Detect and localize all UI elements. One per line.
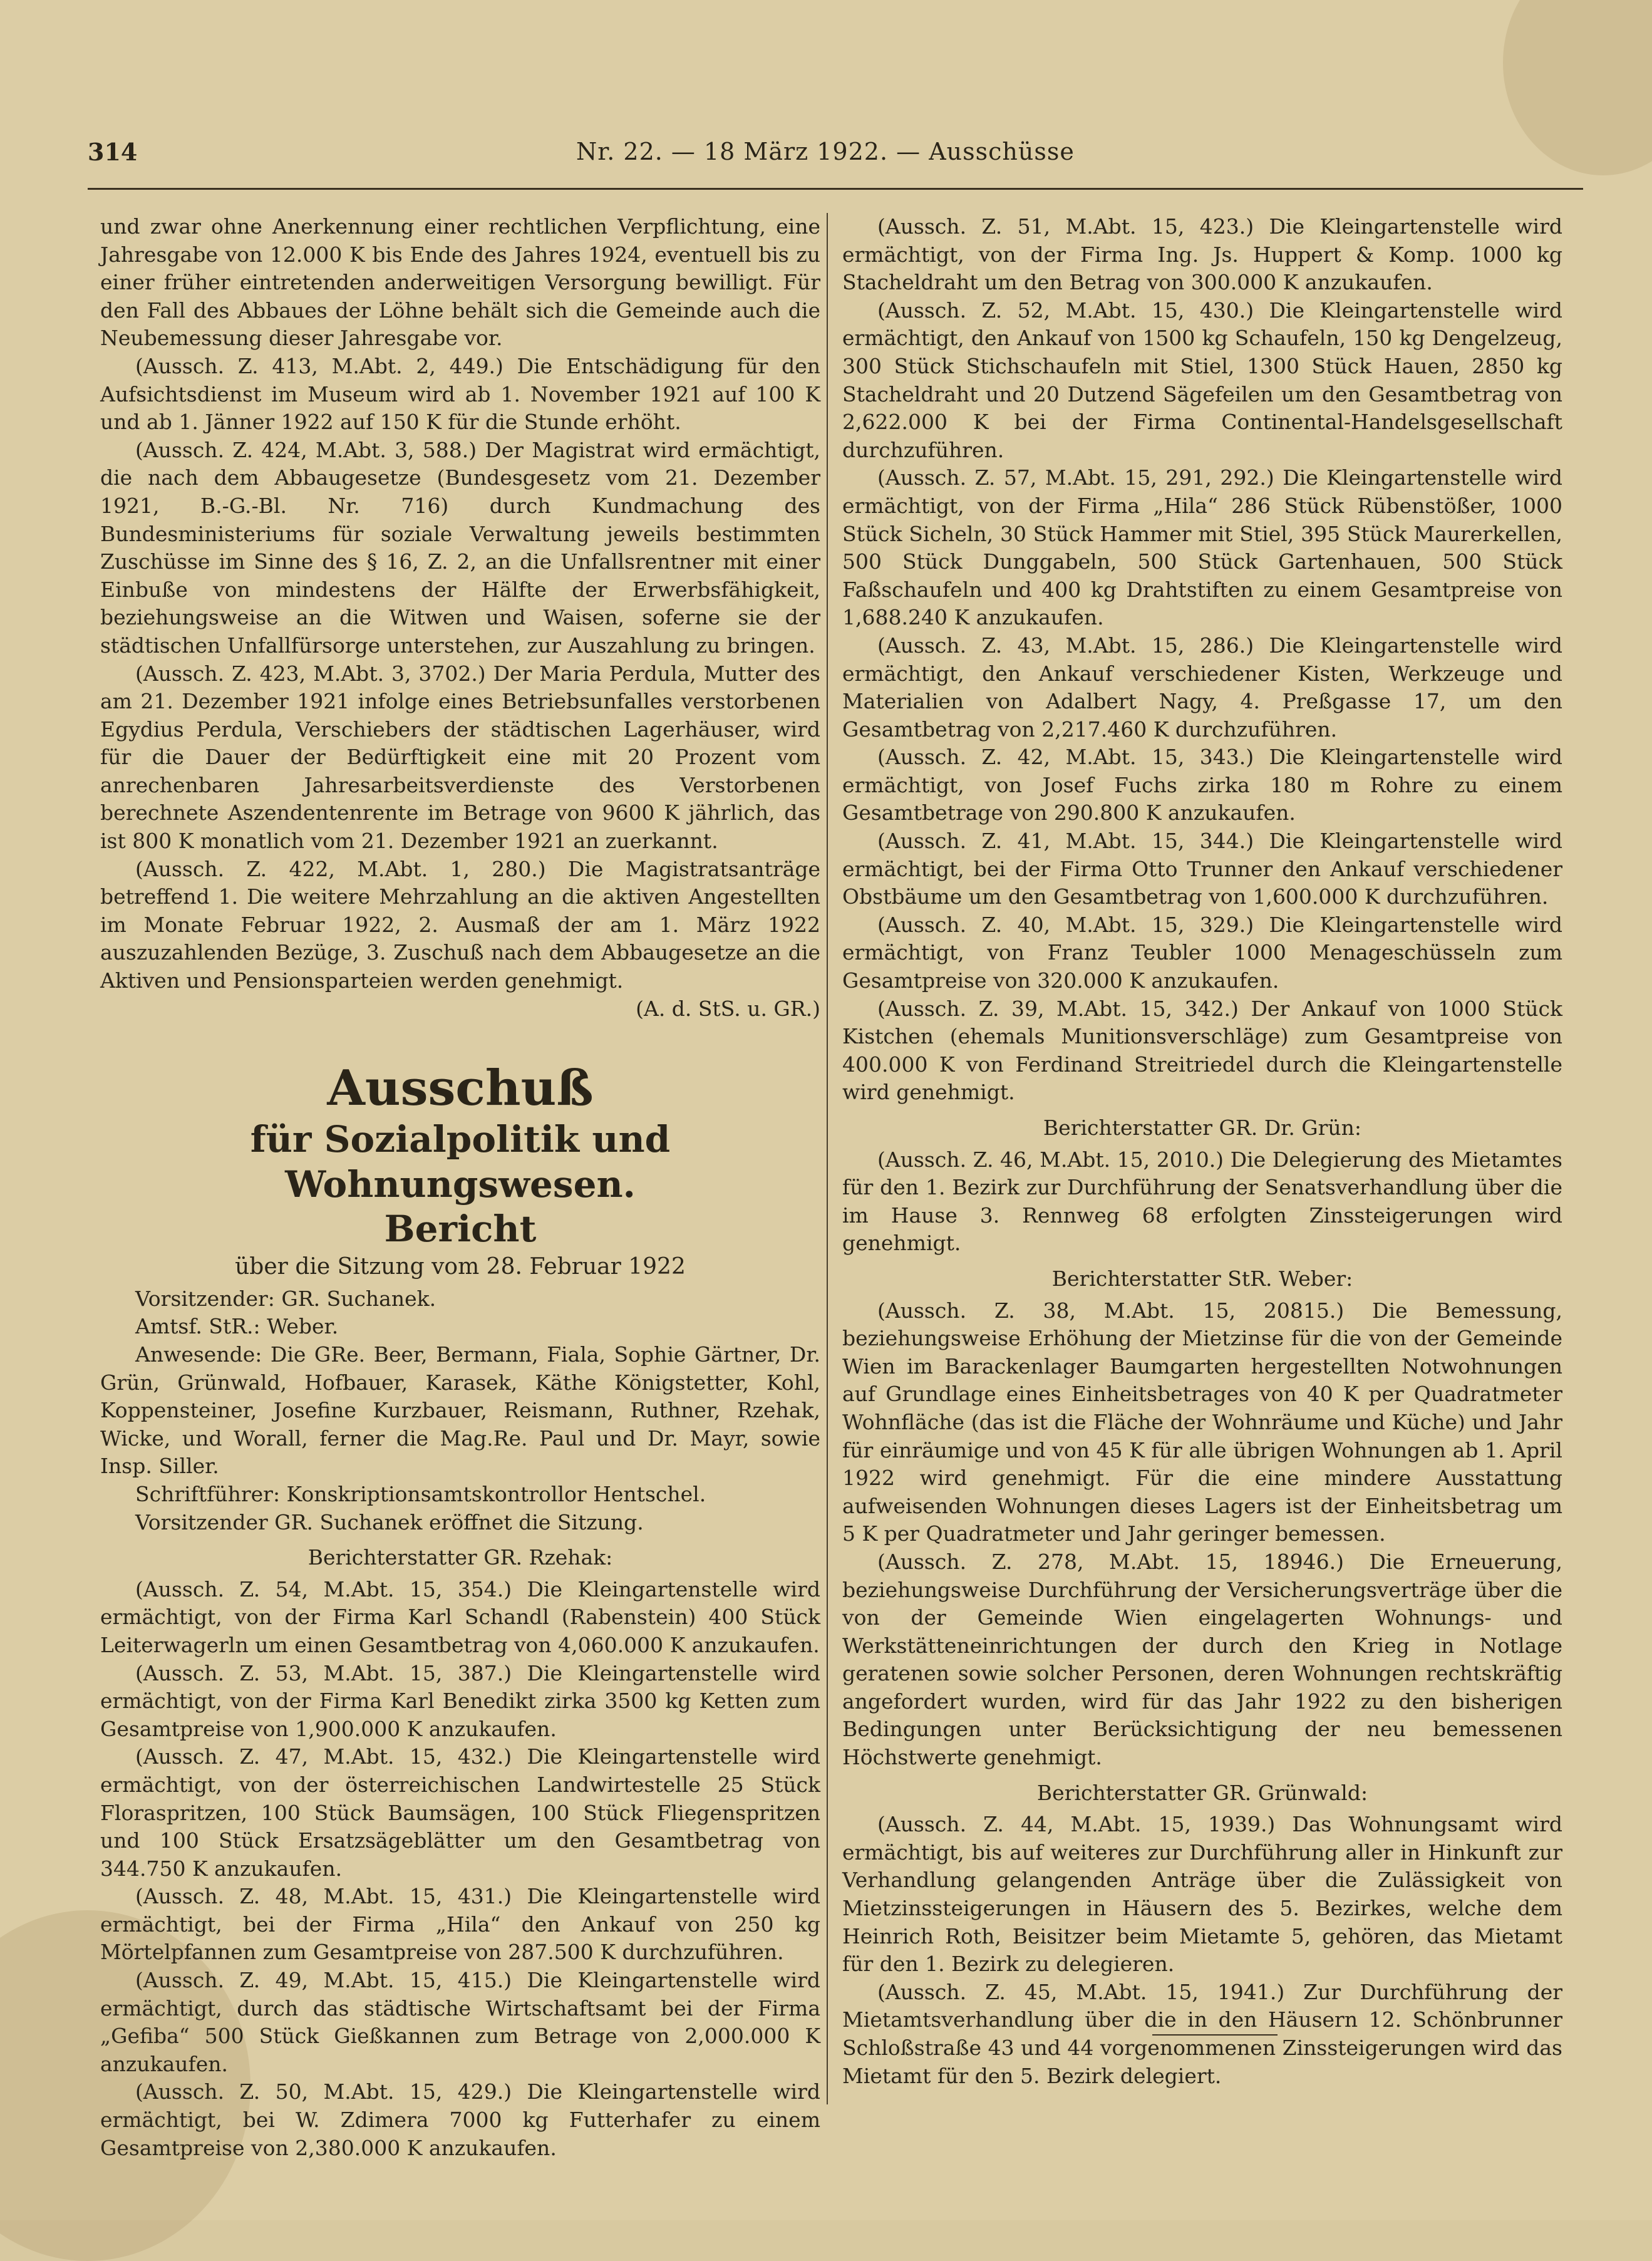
reporter-heading: Berichterstatter GR. Grünwald: <box>1036 1780 1368 1805</box>
chair: Vorsitzender: GR. Suchanek. <box>135 1286 436 1311</box>
paragraph: (Aussch. Z. 46, M.Abt. 15, 2010.) Die Delegierung des Mietamtes für den 1. Bezirk zur Durchführung der Senatsverhandlung über die im Hause 3. Rennweg 68 erfolgten Zinssteigerungen wird genehmigt. <box>842 1147 1562 1256</box>
paragraph: und zwar ohne Anerkennung einer rechtlichen Verpflichtung, eine Jahresgabe von 12.000 K bis Ende des Jahres 1924, eventuell bis zu einer früher eintretenden anderweitigen Versorgung bewilligt. Für den Fall des Abbaues der Löhne behält sich die Gemeinde auch die Neubemessung dieser Jahresgabe vor. <box>100 214 820 351</box>
paragraph: (Aussch. Z. 278, M.Abt. 15, 18946.) Die Erneuerung, beziehungsweise Durchführung der Versicherungsverträge über die von der Gemeinde Wien eingelagerten Wohnungs- und Werkstätteneinrichtungen der durch den Krieg in Notlage geratenen sowie solcher Personen, deren Wohnungen rechtskräftig angefordert wurden, wird für das Jahr 1922 zu den bisherigen Bedingungen unter Berücksichtigung der neu bemessenen Höchstwerte genehmigt. <box>842 1549 1562 1770</box>
page-header <box>88 138 1564 182</box>
signature: (A. d. StS. u. GR.) <box>636 996 820 1021</box>
paragraph: (Aussch. Z. 41, M.Abt. 15, 344.) Die Kleingartenstelle wird ermächtigt, bei der Firma Otto Trunner den Ankauf verschiedener Obstbäume um den Gesamtbetrag von 1,600.000 K durchzuführen. <box>842 829 1562 909</box>
right-column <box>842 213 1562 2090</box>
session-date: über die Sitzung vom 28. Februar 1922 <box>235 1254 686 1280</box>
running-head: Nr. 22. — 18 März 1922. — Ausschüsse <box>576 138 1075 165</box>
section-subtitle: für Sozialpolitik und Wohnungswesen. <box>250 1118 671 1206</box>
report-title: Bericht <box>384 1208 537 1251</box>
reporter-heading: Berichterstatter GR. Dr. Grün: <box>1043 1115 1362 1140</box>
paragraph: (Aussch. Z. 49, M.Abt. 15, 415.) Die Kleingartenstelle wird ermächtigt, durch das städtische Wirtschaftsamt bei der Firma „Gefiba“ 500 Stück Gießkannen zum Betrage von 2,000.000 K anzukaufen. <box>100 1968 820 2076</box>
paragraph: (Aussch. Z. 422, M.Abt. 1, 280.) Die Magistratsanträge betreffend 1. Die weitere Mehrzahlung an die aktiven Angestellten im Monate Februar 1922, 2. Ausmaß der am 1. März 1922 auszuzahlenden Bezüge, 3. Zuschuß nach dem Abbaugesetze an die Aktiven und Pensionsparteien werden genehmigt. <box>100 856 820 993</box>
paragraph: (Aussch. Z. 45, M.Abt. 15, 1941.) Zur Durchführung der Mietamtsverhandlung über die in den Häusern 12. Schönbrunner Schloßstraße 43 und 44 vorgenommenen Zinssteigerungen wird das Mietamt für den 5. Bezirk delegiert. <box>842 1979 1562 2088</box>
paragraph: (Aussch. Z. 50, M.Abt. 15, 429.) Die Kleingartenstelle wird ermächtigt, bei W. Zdimera 7000 kg Futterhafer zu einem Gesamtpreise von 2,380.000 K anzukaufen. <box>100 2079 820 2160</box>
meeting-meta <box>100 1285 820 1536</box>
paragraph: (Aussch. Z. 53, M.Abt. 15, 387.) Die Kleingartenstelle wird ermächtigt, von der Firma Karl Benedikt zirka 3500 kg Ketten zum Gesamtpreise von 1,900.000 K anzukaufen. <box>100 1660 820 1741</box>
paragraph: (Aussch. Z. 47, M.Abt. 15, 432.) Die Kleingartenstelle wird ermächtigt, von der österreichischen Landwirtestelle 25 Stück Floraspritzen, 100 Stück Baumsägen, 100 Stück Fliegenspritzen und 100 Stück Ersatzsägeblätter um den Gesamtbetrag von 344.750 K anzukaufen. <box>100 1744 820 1881</box>
reporter-heading: Berichterstatter StR. Weber: <box>1051 1266 1353 1291</box>
paragraph: (Aussch. Z. 39, M.Abt. 15, 342.) Der Ankauf von 1000 Stück Kistchen (ehemals Munitionsverschläge) zum Gesamtpreise von 400.000 K von Ferdinand Streitriedel durch die Kleingartenstelle wird genehmigt. <box>842 996 1562 1105</box>
paragraph: (Aussch. Z. 54, M.Abt. 15, 354.) Die Kleingartenstelle wird ermächtigt, von der Firma Karl Schandl (Rabenstein) 400 Stück Leiterwagerln um einen Gesamtbetrag von 4,060.000 K anzukaufen. <box>100 1576 820 1657</box>
paragraph: (Aussch. Z. 44, M.Abt. 15, 1939.) Das Wohnungsamt wird ermächtigt, bis auf weiteres zur Durchführung aller in Hinkunft zur Verhandlung gelangenden Anträge über die Zulässigkeit von Mietzinssteigerungen in Häusern des 5. Bezirkes, welche dem Heinrich Roth, Beisitzer beim Mietamte 5, gehören, das Mietamt für den 1. Bezirk zu delegieren. <box>842 1812 1562 1977</box>
paragraph: (Aussch. Z. 52, M.Abt. 15, 430.) Die Kleingartenstelle wird ermächtigt, den Ankauf von 1500 kg Schaufeln, 150 kg Dengelzeug, 300 Stück Stichschaufeln mit Stiel, 1300 Stück Hauen, 2850 kg Stacheldraht und 20 Dutzend Sägefeilen um den Gesamtbetrag von 2,622.000 K bei der Firma Continental-Handelsgesellschaft durchzuführen. <box>842 298 1562 462</box>
secretary: Schriftführer: Konskriptionsamtskontrollor Hentschel. <box>135 1481 706 1506</box>
paragraph: (Aussch. Z. 57, M.Abt. 15, 291, 292.) Die Kleingartenstelle wird ermächtigt, von der Firma „Hila“ 286 Stück Rübenstößer, 1000 Stück Sicheln, 30 Stück Hammer mit Stiel, 395 Stück Maurerkellen, 500 Stück Dunggabeln, 500 Stück Gartenhauen, 500 Stück Faßschaufeln und 400 kg Drahtstiften zu einem Gesamtpreise von 1,688.240 K anzukaufen. <box>842 465 1562 630</box>
paragraph: (Aussch. Z. 424, M.Abt. 3, 588.) Der Magistrat wird ermächtigt, die nach dem Abbaugesetze (Bundesgesetz vom 21. Dezember 1921, B.-G.-Bl. Nr. 716) durch Kundmachung des Bundesministeriums für soziale Verwaltung jeweils bestimmten Zuschüsse im Sinne des § 16, Z. 2, an die Unfallsrentner mit einer Einbuße von mindestens der Hälfte der Erwerbsfähigkeit, beziehungsweise an die Witwen und Waisen, soferne sie der städtischen Unfallfürsorge unterstehen, zur Auszahlung zu bringen. <box>100 437 820 658</box>
paragraph: (Aussch. Z. 51, M.Abt. 15, 423.) Die Kleingartenstelle wird ermächtigt, von der Firma Ing. Js. Huppert & Komp. 1000 kg Stacheldraht um den Betrag von 300.000 K anzukaufen. <box>842 214 1562 295</box>
end-rule <box>1152 2034 1278 2036</box>
paragraph: (Aussch. Z. 40, M.Abt. 15, 329.) Die Kleingartenstelle wird ermächtigt, von Franz Teubler 1000 Menageschüsseln zum Gesamtpreise von 320.000 K anzukaufen. <box>842 912 1562 993</box>
page-number: 314 <box>88 138 138 166</box>
left-column <box>100 213 820 2162</box>
attendees: Anwesende: Die GRe. Beer, Bermann, Fiala, Sophie Gärtner, Dr. Grün, Grünwald, Hofbauer, Karasek, Käthe Königstetter, Kohl, Koppensteiner, Josefine Kurzbauer, Reismann, Ruthner, Rzehak, Wicke, und Worall, ferner die Mag.Re. Paul und Dr. Mayr, sowie Insp. Siller. <box>100 1342 820 1479</box>
paragraph: (Aussch. Z. 423, M.Abt. 3, 3702.) Der Maria Perdula, Mutter des am 21. Dezember 1921 infolge eines Betriebsunfalles verstorbenen Egydius Perdula, Verschiebers der städtischen Lagerhäuser, wird für die Dauer der Bedürftigkeit eine mit 20 Prozent vom anrechenbaren Jahresarbeitsverdienste des Verstorbenen berechnete Aszendentenrente im Betrage von 9600 K jährlich, das ist 800 K monatlich vom 21. Dezember 1921 an zuerkannt. <box>100 661 820 854</box>
paragraph: (Aussch. Z. 48, M.Abt. 15, 431.) Die Kleingartenstelle wird ermächtigt, bei der Firma „Hila“ den Ankauf von 250 kg Mörtelpfannen zum Gesamtpreise von 287.500 K durchzuführen. <box>100 1884 820 1965</box>
official: Amtsf. StR.: Weber. <box>135 1314 339 1339</box>
header-rule <box>88 188 1583 190</box>
column-divider <box>827 213 828 2104</box>
paragraph: (Aussch. Z. 38, M.Abt. 15, 20815.) Die Bemessung, beziehungsweise Erhöhung der Mietzinse für die von der Gemeinde Wien im Barackenlager Baumgarten hergestellten Notwohnungen auf Grundlage eines Einheitsbetrages von 40 K per Quadratmeter Wohnfläche (das ist die Fläche der Wohnräume und Küche) und Jahr für einräumige und von 45 K für alle übrigen Wohnungen ab 1. April 1922 wird genehmigt. Für die eine mindere Ausstattung aufweisenden Wohnungen dieses Lagers ist der Einheitsbetrag um 5 K per Quadratmeter und Jahr geringer bemessen. <box>842 1298 1562 1546</box>
section-title: Ausschuß <box>327 1060 594 1117</box>
reporter-heading: Berichterstatter GR. Rzehak: <box>307 1545 613 1570</box>
opening: Vorsitzender GR. Suchanek eröffnet die Sitzung. <box>135 1509 644 1534</box>
paragraph: (Aussch. Z. 43, M.Abt. 15, 286.) Die Kleingartenstelle wird ermächtigt, den Ankauf verschiedener Kisten, Werkzeuge und Materialien von Adalbert Nagy, 4. Preßgasse 17, um den Gesamtbetrag von 2,217.460 K durchzuführen. <box>842 633 1562 742</box>
paragraph: (Aussch. Z. 413, M.Abt. 2, 449.) Die Entschädigung für den Aufsichtsdienst im Museum wird ab 1. November 1921 auf 100 K und ab 1. Jänner 1922 auf 150 K für die Stunde erhöht. <box>100 353 820 435</box>
paragraph: (Aussch. Z. 42, M.Abt. 15, 343.) Die Kleingartenstelle wird ermächtigt, von Josef Fuchs zirka 180 m Rohre zu einem Gesamtbetrage von 290.800 K anzukaufen. <box>842 745 1562 825</box>
